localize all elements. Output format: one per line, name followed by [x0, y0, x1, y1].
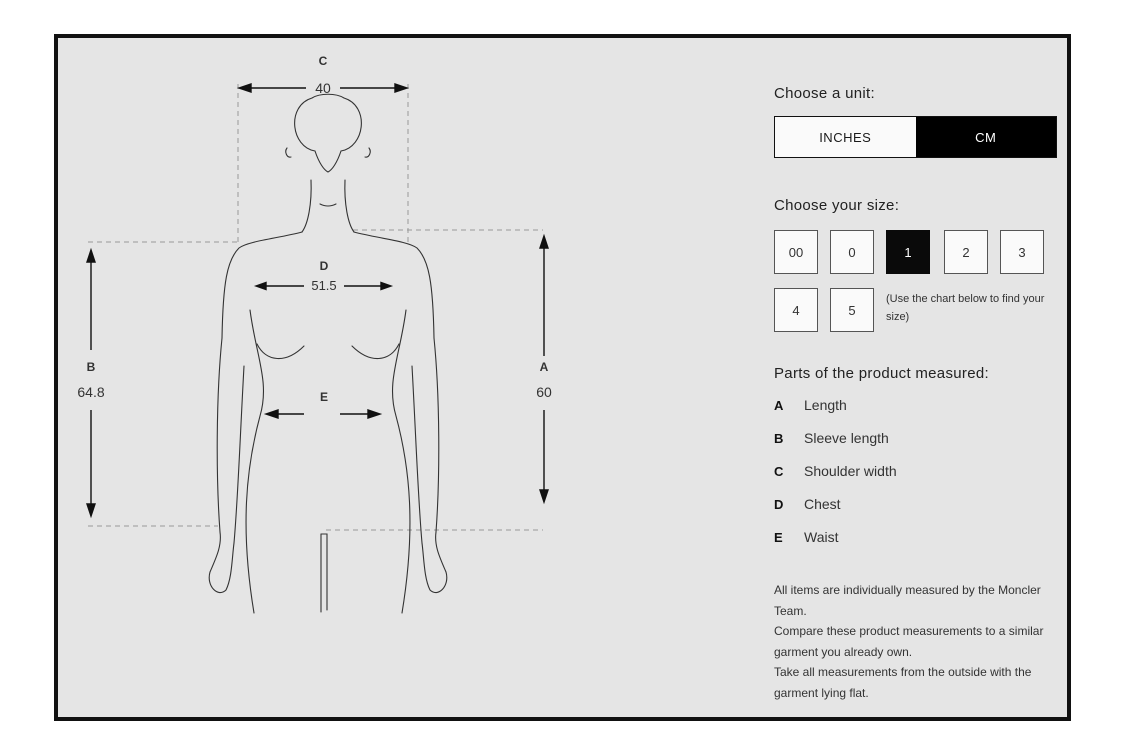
- measure-d-letter: D: [319, 259, 329, 273]
- measure-e-letter: E: [319, 390, 329, 404]
- size-button-0[interactable]: 0: [830, 230, 874, 274]
- part-name: Waist: [804, 529, 839, 545]
- part-item-length: [774, 397, 847, 417]
- measure-b-value: 64.8: [77, 384, 105, 400]
- part-letter: D: [774, 497, 784, 512]
- note-text: Compare these product measurements to a similar garment you already own.: [774, 624, 1044, 659]
- measurement-arrows: [87, 84, 548, 516]
- part-name: Chest: [804, 496, 841, 512]
- size-button-3[interactable]: 3: [1000, 230, 1044, 274]
- parts-section-title: Parts of the product measured:: [774, 365, 989, 382]
- part-item-sleeve-length: [774, 430, 889, 450]
- part-name: Sleeve length: [804, 430, 889, 446]
- part-letter: C: [774, 464, 784, 479]
- part-name: Length: [804, 397, 847, 413]
- measure-a-letter: A: [539, 360, 549, 374]
- unit-toggle: [774, 116, 1057, 158]
- part-item-waist: [774, 529, 838, 549]
- part-item-chest: [774, 496, 841, 516]
- size-button-2[interactable]: 2: [944, 230, 988, 274]
- part-letter: E: [774, 530, 783, 545]
- measurement-notes: [774, 580, 1064, 703]
- measure-a-value: 60: [536, 384, 552, 400]
- part-name: Shoulder width: [804, 463, 897, 479]
- part-letter: A: [774, 398, 784, 413]
- body-diagram: [58, 38, 758, 717]
- unit-inches-button[interactable]: INCHES: [819, 129, 872, 145]
- size-guide-panel: [54, 34, 1071, 721]
- part-item-shoulder-width: [774, 463, 897, 483]
- note-text: All items are individually measured by the Moncler Team.: [774, 583, 1041, 618]
- size-section-title: Choose your size:: [774, 197, 900, 214]
- unit-cm-button[interactable]: CM: [916, 117, 1057, 157]
- size-button-4[interactable]: 4: [774, 288, 818, 332]
- size-button-5[interactable]: 5: [830, 288, 874, 332]
- note-text: Take all measurements from the outside with the garment lying flat.: [774, 665, 1032, 700]
- size-button-1[interactable]: 1: [886, 230, 930, 274]
- measure-c-letter: C: [318, 54, 328, 68]
- part-letter: B: [774, 431, 784, 446]
- measure-d-value: 51.5: [311, 278, 337, 293]
- measure-b-letter: B: [86, 360, 96, 374]
- measure-c-value: 40: [315, 80, 331, 96]
- size-hint: (Use the chart below to find your size): [886, 293, 1045, 323]
- size-button-00[interactable]: 00: [774, 230, 818, 274]
- figure-outline: [209, 94, 447, 613]
- unit-section-title: Choose a unit:: [774, 85, 875, 102]
